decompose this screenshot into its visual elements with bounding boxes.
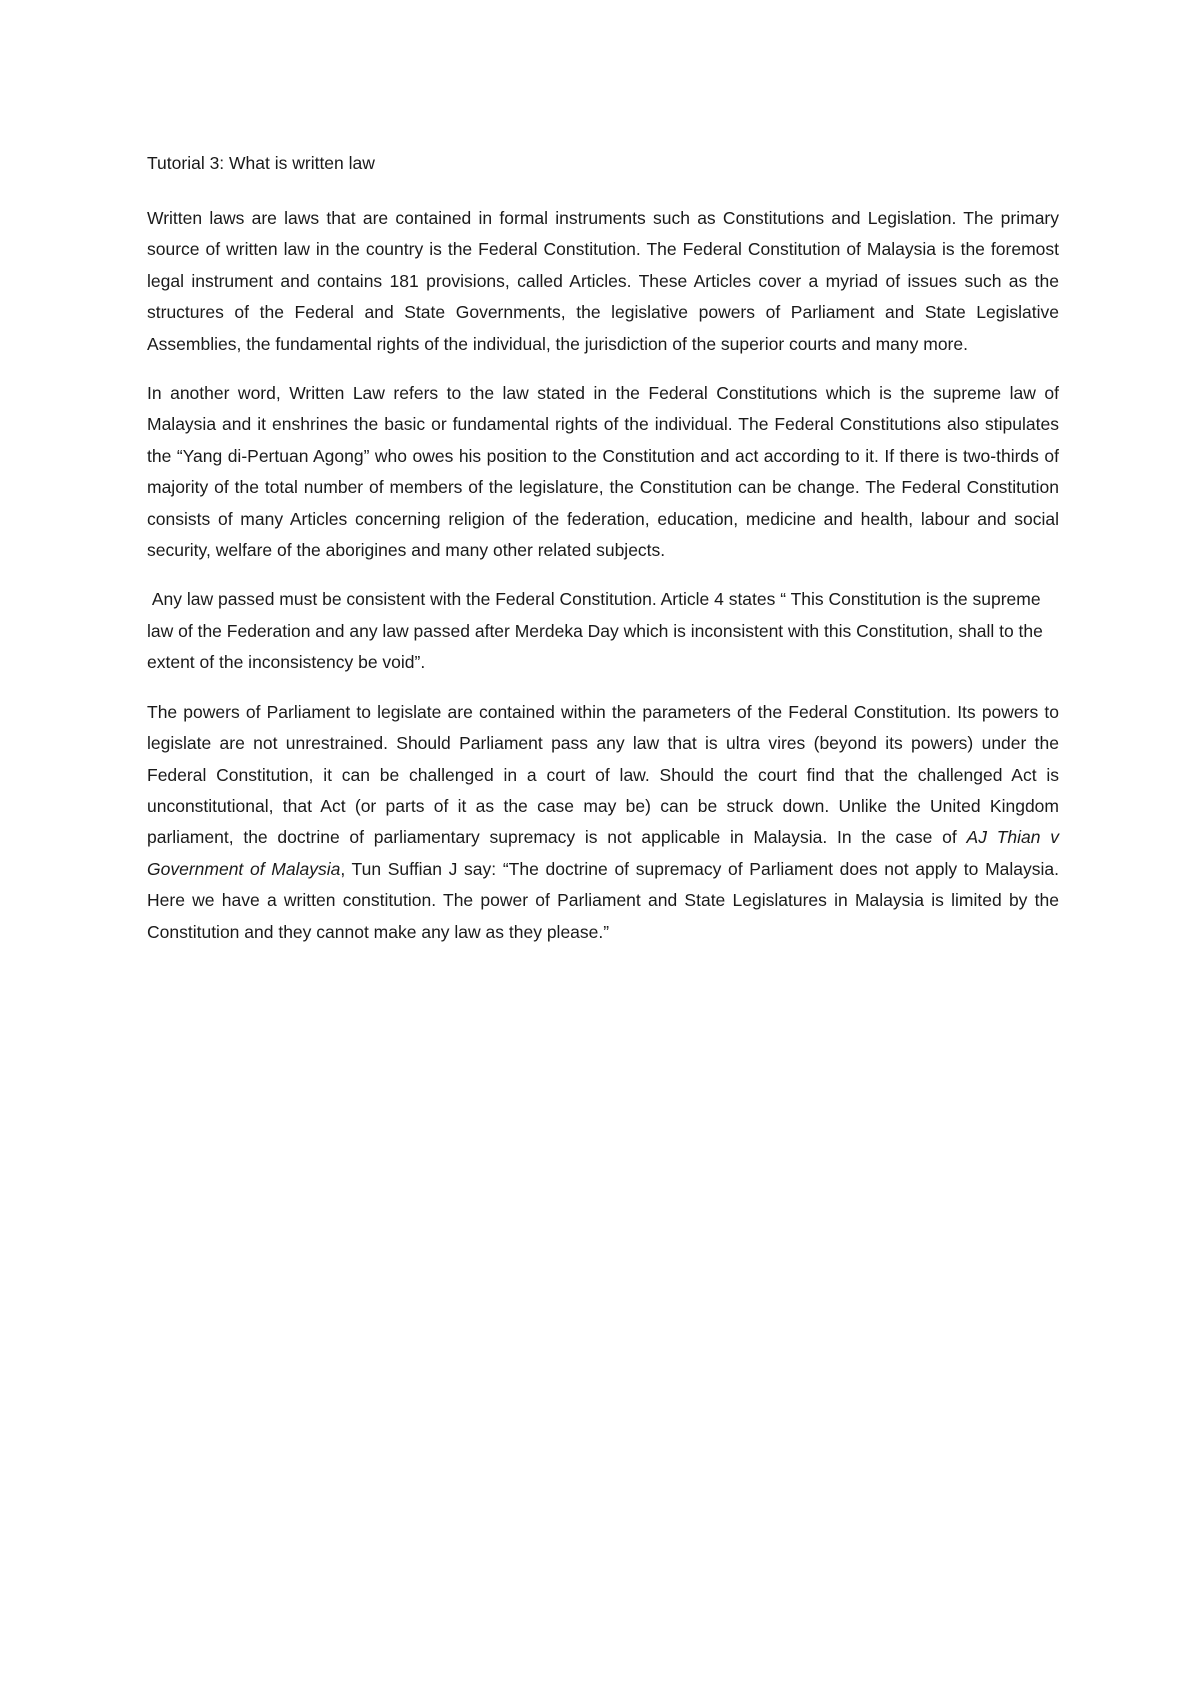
paragraph-article-4: Any law passed must be consistent with the Federal Constitution. Article 4 states “ This Constitution is the supreme law of the Federation and any law passed after Merdeka Day which is inconsistent with this Constitution, shall to the extent of the inconsistency be void”.	[147, 589, 1048, 673]
paragraph-parliament-powers	[147, 697, 1059, 948]
paragraph-written-law-definition: Written laws are laws that are contained in formal instruments such as Constitutions and Legislation. The primary source of written law in the country is the Federal Constitution. The Federal Constitution of Malaysia is the foremost legal instrument and contains 181 provisions, called Articles. These Articles cover a myriad of issues such as the structures of the Federal and State Governments, the legislative powers of Parliament and State Legislative Assemblies, the fundamental rights of the individual, the jurisdiction of the superior courts and many more.	[147, 208, 1059, 354]
paragraph-written-law-federal-constitution: In another word, Written Law refers to the law stated in the Federal Constitutions which is the supreme law of Malaysia and it enshrines the basic or fundamental rights of the individual. The Federal Constitutions also stipulates the “Yang di-Pertuan Agong” who owes his position to the Constitution and act according to it. If there is two-thirds of majority of the total number of members of the legislature, the Constitution can be change. The Federal Constitution consists of many Articles concerning religion of the federation, education, medicine and health, labour and social security, welfare of the aborigines and many other related subjects.	[147, 383, 1059, 561]
paragraph-parliament-powers-text: The powers of Parliament to legislate are contained within the parameters of the Federal Constitution. Its powers to legislate are not unrestrained. Should Parliament pass any law that is ultra vires (beyond its powers) under the Federal Constitution, it can be challenged in a court of law. Should the court find that the challenged Act is unconstitutional, that Act (or parts of it as the case may be) can be struck down. Unlike the United Kingdom parliament, the doctrine of parliamentary supremacy is not applicable in Malaysia. In the case of	[147, 701, 1059, 848]
document-title: Tutorial 3: What is written law	[147, 153, 375, 173]
paragraph-parliament-powers-quote: , Tun Suffian J say: “The doctrine of supremacy of Parliament does not apply to Malaysia. Here we have a written constitution. The power of Parliament and State Legislatures in Malaysia is limited by the Constitution and they cannot make any law as they please.”	[147, 858, 1059, 942]
case-name-citation: AJ Thian v Government of Malaysia	[147, 827, 1059, 879]
document-body	[147, 148, 1059, 966]
